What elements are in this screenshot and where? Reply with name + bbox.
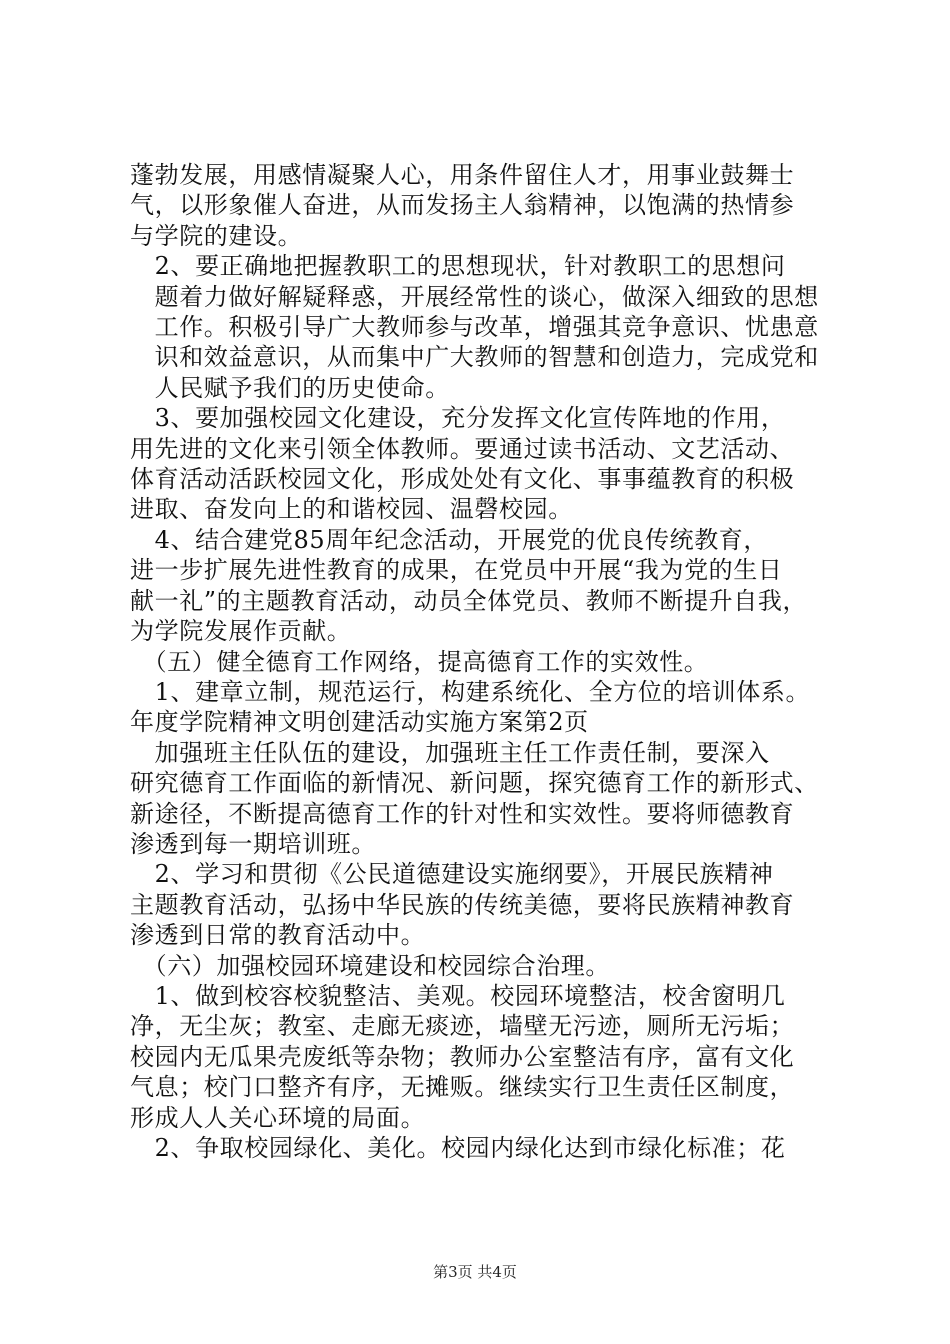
text-line: 新途径，不断提高德育工作的针对性和实效性。要将师德教育 [130, 799, 795, 828]
text-line: 形成人人关心环境的局面。 [130, 1103, 426, 1132]
text-line: 4、结合建党85周年纪念活动，开展党的优良传统教育， [130, 525, 769, 554]
text-line: 2、要正确地把握教职工的思想现状，针对教职工的思想问 [130, 252, 786, 281]
text-line: 2、学习和贯彻《公民道德建设实施纲要》，开展民族精神 [130, 860, 774, 889]
text-line: 研究德育工作面临的新情况、新问题，探究德育工作的新形式、 [130, 769, 819, 798]
text-line: 为学院发展作贡献。 [130, 617, 352, 646]
text-line: 净，无尘灰；教室、走廊无痰迹，墙壁无污迹，厕所无污垢； [130, 1012, 795, 1041]
section-heading: （五）健全德育工作网络，提高德育工作的实效性。 [130, 647, 709, 676]
text-line: 渗透到每一期培训班。 [130, 829, 376, 858]
text-line: 2、争取校园绿化、美化。校园内绿化达到市绿化标准；花 [130, 1134, 786, 1162]
text-line: 与学院的建设。 [130, 221, 303, 250]
text-line: 气息；校门口整齐有序，无摊贩。继续实行卫生责任区制度， [130, 1073, 795, 1102]
text-line: 年度学院精神文明创建活动实施方案第2页 [130, 708, 589, 737]
page-footer [0, 1262, 950, 1282]
text-line: 1、做到校容校貌整洁、美观。校园环境整洁，校舍窗明几 [130, 981, 786, 1010]
text-line: 献一礼”的主题教育活动，动员全体党员、教师不断提升自我， [130, 586, 808, 615]
text-line: 1、建章立制，规范运行，构建系统化、全方位的培训体系。 [130, 677, 811, 706]
text-line: 识和效益意识，从而集中广大教师的智慧和创造力，完成党和 [130, 343, 819, 372]
text-line: 工作。积极引导广大教师参与改革，增强其竞争意识、忧患意 [130, 313, 819, 342]
text-line: 校园内无瓜果壳废纸等杂物；教师办公室整洁有序，富有文化 [130, 1042, 795, 1071]
text-line: 进取、奋发向上的和谐校园、温磬校园。 [130, 495, 573, 524]
text-line: 主题教育活动，弘扬中华民族的传统美德，要将民族精神教育 [130, 890, 795, 919]
text-line: 3、要加强校园文化建设，充分发挥文化宣传阵地的作用， [130, 404, 786, 433]
text-line: 体育活动活跃校园文化，形成处处有文化、事事蕴教育的积极 [130, 465, 795, 494]
text-line: 蓬勃发展，用感情凝聚人心，用条件留住人才，用事业鼓舞士 [130, 161, 795, 189]
text-line: 人民赋予我们的历史使命。 [130, 373, 450, 402]
text-line: 进一步扩展先进性教育的成果，在党员中开展“我为党的生日 [130, 556, 783, 585]
text-line: 气，以形象催人奋进，从而发扬主人翁精神，以饱满的热情参 [130, 191, 795, 220]
text-line: 题着力做好解疑释惑，开展经常性的谈心，做深入细致的思想 [130, 282, 819, 311]
section-heading: （六）加强校园环境建设和校园综合治理。 [130, 951, 610, 980]
page-number: 第3页 共4页 [433, 1263, 517, 1281]
text-line: 加强班主任队伍的建设，加强班主任工作责任制，要深入 [130, 738, 770, 767]
text-line: 用先进的文化来引领全体教师。要通过读书活动、文艺活动、 [130, 434, 795, 463]
text-line: 渗透到日常的教育活动中。 [130, 921, 426, 950]
document-body [130, 160, 830, 1163]
